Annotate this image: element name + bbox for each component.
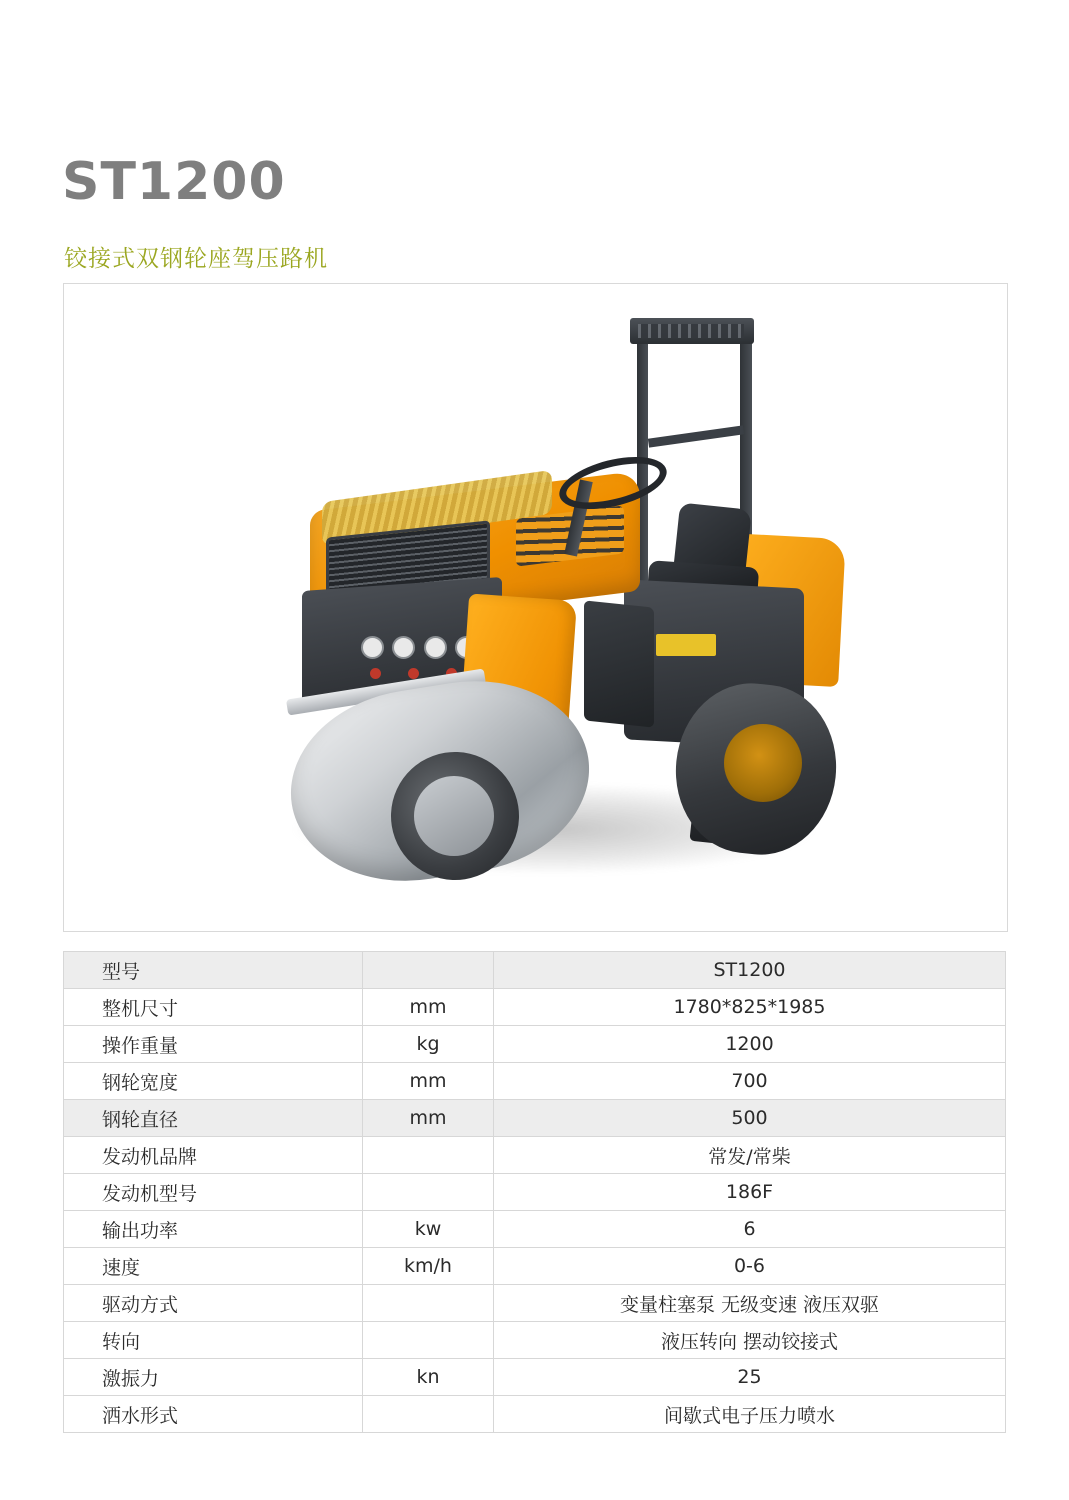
spec-unit-cell [363,952,494,989]
spec-value-cell: 500 [494,1100,1006,1137]
gauge-icon [361,636,384,659]
spec-value-cell: 间歇式电子压力喷水 [494,1396,1006,1433]
spec-unit-cell: mm [363,1100,494,1137]
spec-value-cell: 1200 [494,1026,1006,1063]
table-row [64,1322,1006,1359]
spec-name-cell: 整机尺寸 [64,989,363,1026]
spec-unit-cell [363,1285,494,1322]
table-row [64,1026,1006,1063]
front-drum-cap [414,776,494,856]
spec-name-cell: 发动机型号 [64,1174,363,1211]
spec-unit-cell [363,1396,494,1433]
spec-unit-cell [363,1174,494,1211]
spec-value-cell: 变量柱塞泵 无级变速 液压双驱 [494,1285,1006,1322]
spec-name-cell: 型号 [64,952,363,989]
spec-value-cell: 25 [494,1359,1006,1396]
page-title: ST1200 [62,152,286,212]
warning-label [656,634,716,656]
spec-value-cell: 液压转向 摆动铰接式 [494,1322,1006,1359]
spec-name-cell: 钢轮宽度 [64,1063,363,1100]
spec-name-cell: 操作重量 [64,1026,363,1063]
spec-unit-cell: mm [363,989,494,1026]
spec-unit-cell: kn [363,1359,494,1396]
table-row [64,1174,1006,1211]
spec-unit-cell: kg [363,1026,494,1063]
gauge-icon [424,636,447,659]
table-row [64,989,1006,1026]
gauge-icon [392,636,415,659]
table-row [64,1248,1006,1285]
roller-illustration [64,284,1007,931]
spec-name-cell: 钢轮直径 [64,1100,363,1137]
control-knob-icon [408,668,419,679]
spec-value-cell: 6 [494,1211,1006,1248]
table-row [64,952,1006,989]
spec-name-cell: 激振力 [64,1359,363,1396]
spec-name-cell: 驱动方式 [64,1285,363,1322]
spec-unit-cell [363,1137,494,1174]
product-photo [63,283,1008,932]
spec-value-cell: 常发/常柴 [494,1137,1006,1174]
spec-value-cell: 1780*825*1985 [494,989,1006,1026]
rear-drum-hub [724,724,802,802]
spec-unit-cell [363,1322,494,1359]
spec-unit-cell: mm [363,1063,494,1100]
table-row [64,1359,1006,1396]
spec-value-cell: 0-6 [494,1248,1006,1285]
table-row [64,1100,1006,1137]
spec-table-body [64,952,1006,1433]
specification-table [63,951,1006,1433]
spec-name-cell: 洒水形式 [64,1396,363,1433]
spec-value-cell: 700 [494,1063,1006,1100]
spec-name-cell: 转向 [64,1322,363,1359]
spec-name-cell: 发动机品牌 [64,1137,363,1174]
table-row [64,1063,1006,1100]
spec-value-cell: ST1200 [494,952,1006,989]
table-row [64,1211,1006,1248]
table-row [64,1285,1006,1322]
water-tank [584,600,654,727]
table-row [64,1137,1006,1174]
spec-name-cell: 速度 [64,1248,363,1285]
spec-unit-cell: kw [363,1211,494,1248]
table-row [64,1396,1006,1433]
spec-value-cell: 186F [494,1174,1006,1211]
spec-unit-cell: km/h [363,1248,494,1285]
spec-name-cell: 输出功率 [64,1211,363,1248]
canopy-brace [648,425,744,447]
canopy-roof-slats [638,324,744,338]
page-subtitle: 铰接式双钢轮座驾压路机 [64,246,328,272]
control-knob-icon [370,668,381,679]
